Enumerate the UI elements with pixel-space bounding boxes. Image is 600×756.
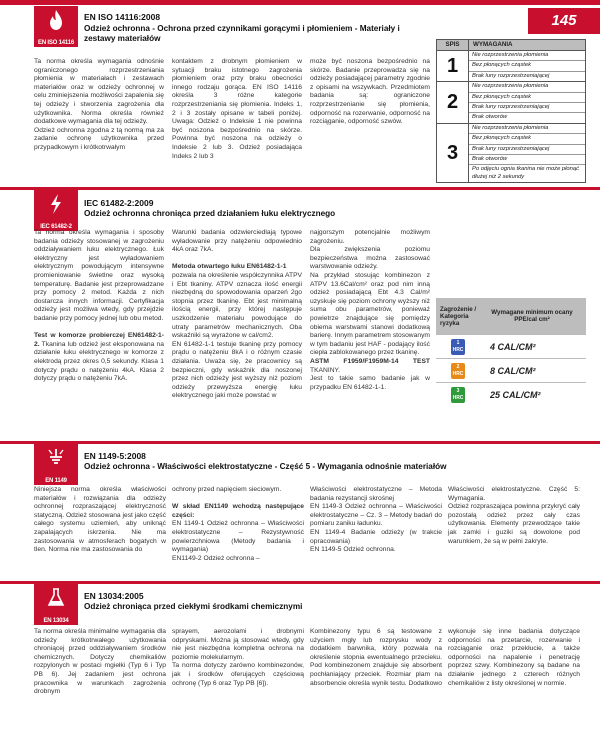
method-heading: Metoda otwartego łuku EN61482-1-1 [172, 263, 287, 271]
requirement-item: Brak luny rozprzestrzeniającej [469, 145, 585, 155]
test-heading: Test w komorze probierczej EN61482-1-2. [34, 332, 164, 348]
text-column: Kombinezony typu 6 są testowane z użyciem mgły lub rozprysku wody z dodatkiem barwnika, który pozwala na określenie stopnia ewentualnego przecieku. Pod kombinezonem znajduje się absorbent pochłaniający przeciek. Rozmiar plam na absorbencie określa wynik testu. Dodatkowo [310, 628, 442, 687]
section-title: Odzież ochronna chroniąca przed działaniem łuku elektrycznego [84, 209, 336, 218]
spis-group [437, 123, 585, 182]
paragraph: Tkanina lub odzież jest eksponowana na działanie łuku elektrycznego w komorze z elektrodą przez okres 0,5 sekundy. Klasa 1 dotyczy prądu o natężeniu 4kA. Klasa 2 dotyczy prądu o natężeniu 7kA. [34, 340, 164, 383]
section-code: EN 13034:2005 [84, 591, 144, 601]
electrostatic-icon [34, 444, 78, 477]
paragraph: Ta norma określa wymagania i sposoby badania odzieży stosowanej w zagrożeniu oddziaływaniem łuku elektrycznego. Łuk elektryczny jest wyładowaniem elektrycznym powodującym intensywne promieniowanie świetlne oraz wysoką temperaturę. Badanie jest przeprowadzane przy pomocy 2 metod. Każda z nich dostarcza innych informacji. Certyfikacja odzieży jest możliwa wtedy, gdy przejdzie badanie przy pomocy jednej lub obu metod. [34, 229, 164, 322]
section-title: Odzież chroniąca przed ciekłymi środkami chemicznymi [84, 602, 303, 611]
text-column: Właściwości elektrostatyczne. Część 5: Wymagania. Odzież rozpraszająca powinna przykryć cały pozostałą odzież przez cały czas użytkowania. Elementy przewodzące takie jak zamki i guziki są dowolone pod warunkiem, że są w pełni zakryte. [448, 486, 580, 545]
spis-index: 2 [437, 82, 469, 123]
text-column: sprayem, aerozolami i drobnymi odpryskami. Można ją stosować wtedy, gdy nie jest niezbędna kompletna ochrona na poziomie molekularnym. Ta norma dotyczy zarówno kombinezonów, jak i środków oferujących częściową ochronę (Typ 6 oraz Typ PB [6]). [172, 628, 304, 687]
spis-group [437, 50, 585, 81]
spis-index: 3 [437, 124, 469, 182]
section-code: EN 1149-5:2008 [84, 451, 146, 461]
flame-icon [34, 6, 78, 39]
hrc-category-icon: 2 HRC [452, 363, 464, 377]
paragraph: EN 1149-1 Odzież ochronna – Właściwości elektrostatyczne – Rezystywność powierzchniowa (Metody badania i wymagania) EN1149-2 Odzież ochronna – [172, 520, 304, 562]
paragraph: ochrony przed napięciem sieciowym. [172, 486, 282, 493]
risk-category-header: Zagrożenie / Kategoria ryzyka [440, 305, 477, 327]
spis-table [436, 39, 586, 183]
section-title: Odzież ochronna - Ochrona przed czynnikami gorącymi i płomieniem - Materiały i zestawy materiałów [84, 24, 400, 43]
en-iso-14116-badge [34, 6, 78, 47]
text-column: może być noszona bezpośrednio na skórze. Badanie przeprowadza się na odzieży posiadającej parametry zgodnie z opisami na wszywkach. Przedmiotem badania są: ograniczone rozprzestrzenianie się płomienia, odporność na rozerwanie, odporność na rozciąganie, odporność szwów. [310, 58, 430, 126]
section-code: IEC 61482-2:2009 [84, 198, 154, 208]
arc-min-value: 8 CAL/CM² [490, 365, 536, 376]
arc-table-row [436, 334, 586, 358]
text-column: kontaktem z drobnym płomieniem w sytuacji braku istotnego zagrożenia płomieniem oraz przy braku obecności innego rodzaju gorąca. EN ISO 14116 określa 3 różne kategorie rozprzestrzeniania się płomienia. Indeks 1, 2 i 3 zostały opisane w tabeli poniżej. Uwaga: Odzież o Indeksie 1 nie powinna być noszona bezpośrednio na skórze. Powinna być noszona na odzieży o Indeksie 2 lub 3. Odzież posiadająca Indeks 2 lub 3 [172, 58, 302, 160]
requirement-item: Nie rozprzestrzenia płomienia [469, 82, 585, 92]
requirement-item: Brak luny rozprzestrzeniającej [469, 103, 585, 113]
section-code: EN ISO 14116:2008 [84, 12, 161, 22]
section-title: Odzież ochronna - Właściwości elektrostatyczne - Część 5 - Wymagania odnośnie materiałów [84, 462, 447, 471]
top-bar [0, 0, 600, 5]
requirement-item: Brak luny rozprzestrzeniającej [472, 72, 550, 79]
text-column [172, 229, 302, 401]
en-13034-badge [34, 584, 78, 625]
arc-min-value: 25 CAL/CM² [490, 389, 541, 400]
spis-header [437, 40, 585, 50]
section-divider [0, 581, 600, 584]
astm-heading: ASTM F1959/F1959M-14 TEST [310, 357, 430, 365]
arc-min-value: 4 CAL/CM² [490, 341, 536, 352]
badge-label: IEC 61482-2 [40, 224, 72, 230]
hrc-category-icon: 1 HRC [452, 339, 464, 353]
requirement-item: Brak otworów [472, 114, 508, 121]
paragraph: najgorszym potencjalnie możliwym zagrożeniu. Dla zwiększenia poziomu bezpieczeństwa można zastosować warstwowanie odzieży. Na przykład stosując kombinezon z ATPV 13.6Cal/cm² oraz pod nim inną odzież posiadającą Ebt 4.3 Cal/m² uzyskuje się poziom ochrony wyższy niż suma obu parametrów, ponieważ powietrze znajdujące się pomiędzy obiema warstwami stanowi dodatkową barierę. Innym parametrem stosowanym w tym badaniu jest HAF - podający ilość ciepła zablokowanego przez tkaninę. [310, 229, 430, 357]
lightning-icon [34, 190, 78, 223]
paragraph: TKANINY. Jest to takie samo badanie jak w przypadku EN 61482-1-1. [310, 366, 430, 391]
spis-group [437, 81, 585, 123]
spis-index: 1 [437, 51, 469, 81]
text-column: Właściwości elektrostatyczne – Metoda badania rezystancji skrośnej EN 1149-3 Odzież ochronna – Właściwości elektrostatyczne – Cz. 3 – Metody badań do pomiaru zaniku ładunku. EN 1149-4 Badanie odzieży (w trakcie opracowania) EN 1149-5 Odzież ochronna. [310, 486, 442, 554]
arc-risk-table [436, 298, 586, 406]
section-divider [0, 441, 600, 444]
text-column: Ta norma określa minimalne wymagania dla odzieży krótkotrwałego użytkowania chroniącej przed oddziaływaniem środków chemicznych. Dotyczy chemikaliów rozpylonych w postaci mgiełki (Typ 6 i Typ PB 6). Jej zadaniem jest ochrona pracownika w warunkach zagrożenia drobnym [34, 628, 166, 696]
requirement-item: Brak otworów [469, 155, 585, 165]
badge-label: EN 13034 [43, 618, 69, 624]
badge-label: EN 1149 [45, 478, 67, 484]
requirement-item: Bez płonących cząstek [469, 61, 585, 71]
en-1149-badge [34, 444, 78, 485]
minimum-ppe-header: Wymagane minimum ocany PPE/cal cm² [491, 309, 573, 323]
requirement-item: Nie rozprzestrzenia płomienia [469, 124, 585, 134]
badge-label: EN ISO 14116 [38, 40, 74, 46]
requirement-item: Nie rozprzestrzenia płomienia [469, 51, 585, 61]
iec-61482-2-badge [34, 190, 78, 231]
text-column [34, 229, 164, 384]
requirement-item: Bez płonących cząstek [469, 134, 585, 144]
arc-table-header [436, 298, 586, 334]
chemical-icon [34, 584, 78, 617]
paragraph: pozwala na określenie współczynnika ATPV i Ebt tkaniny. ATPV oznacza ilość energii niezbędną do spowodowania oparzeń 2go stopnia przez tkaninę. Ebt jest minimalną ilością energii, przy której następuje uszkodzenie materiału powodujące do utraty parametrów mechanicznych. Oba wskaźniki są wyrażone w cal/cm2. EN 61482-1-1 testuje tkaninę przy pomocy prądu o natężeniu 8kA i o różnym czasie działania. Uważa się, że pracownicy są bezpieczni, gdy wskaźnik dla noszonej przez nich odzieży jest wyższy niż poziom odzieży przewyższa energię łuku elektrycznego jaki może powstać w [172, 271, 302, 400]
text-column: Ta norma określa wymagania odnośnie ograniczonego rozprzestrzeniania płomienia w materiałach i zestawach materiałów oraz w odzieży ochronnej w celu zminiejszenia możliwości zapalenia się tej odzieży i stworzenia zagrożenia dla użytkownika. Norma określa również dodatkowe wymagania dla tej odzieży. Odzież ochronna zgodna z tą normą ma za zadanie ochronę użytkownika przed przypadkowym i krótkotrwałym [34, 58, 164, 151]
paragraph: Warunki badania odzwierciedlają typowe wyładowanie przy natężeniu odpowiednio 4kA oraz 7kA. [172, 229, 302, 254]
requirements-col-header: WYMAGANIA [473, 41, 513, 48]
text-column: Niniejsza norma określa właściwości materiałów i rozwiązania dla odzieży ochronnej rozpraszającej elektryczność statyczną. Odzież stosowana jest jako część całego systemu uziemień, aby uniknąć zapalających iskrzenia. Nie ma zastosowania w atmosferach bogatych w tlen. Norma nie ma zastosowania do [34, 486, 166, 554]
requirement-item: Bez płonących cząstek [469, 93, 585, 103]
arc-table-row [436, 382, 586, 406]
hrc-category-icon: 3 HRC [452, 387, 464, 401]
section-divider [0, 187, 600, 190]
parts-heading: W skład EN1149 wchodzą następujące części: [172, 503, 304, 519]
text-column [310, 229, 430, 392]
requirement-item: Po odjęciu ognia tkanina nie może płonąć dłużej niż 2 sekundy [472, 166, 579, 180]
arc-table-row [436, 358, 586, 382]
text-column [172, 486, 304, 563]
page-number: 145 [528, 8, 600, 34]
text-column: wykonuje się inne badania dotyczące odporności na przetarcie, rozerwanie i rozciąganie oraz przekłucie, a także odporności na napalenie i penetrację poprzez szwy. Kombinezony są badane na działanie jednego z czterech różnych chemikaliów z listy określonej w normie. [448, 628, 580, 687]
spis-col-header: SPIS [437, 40, 469, 50]
